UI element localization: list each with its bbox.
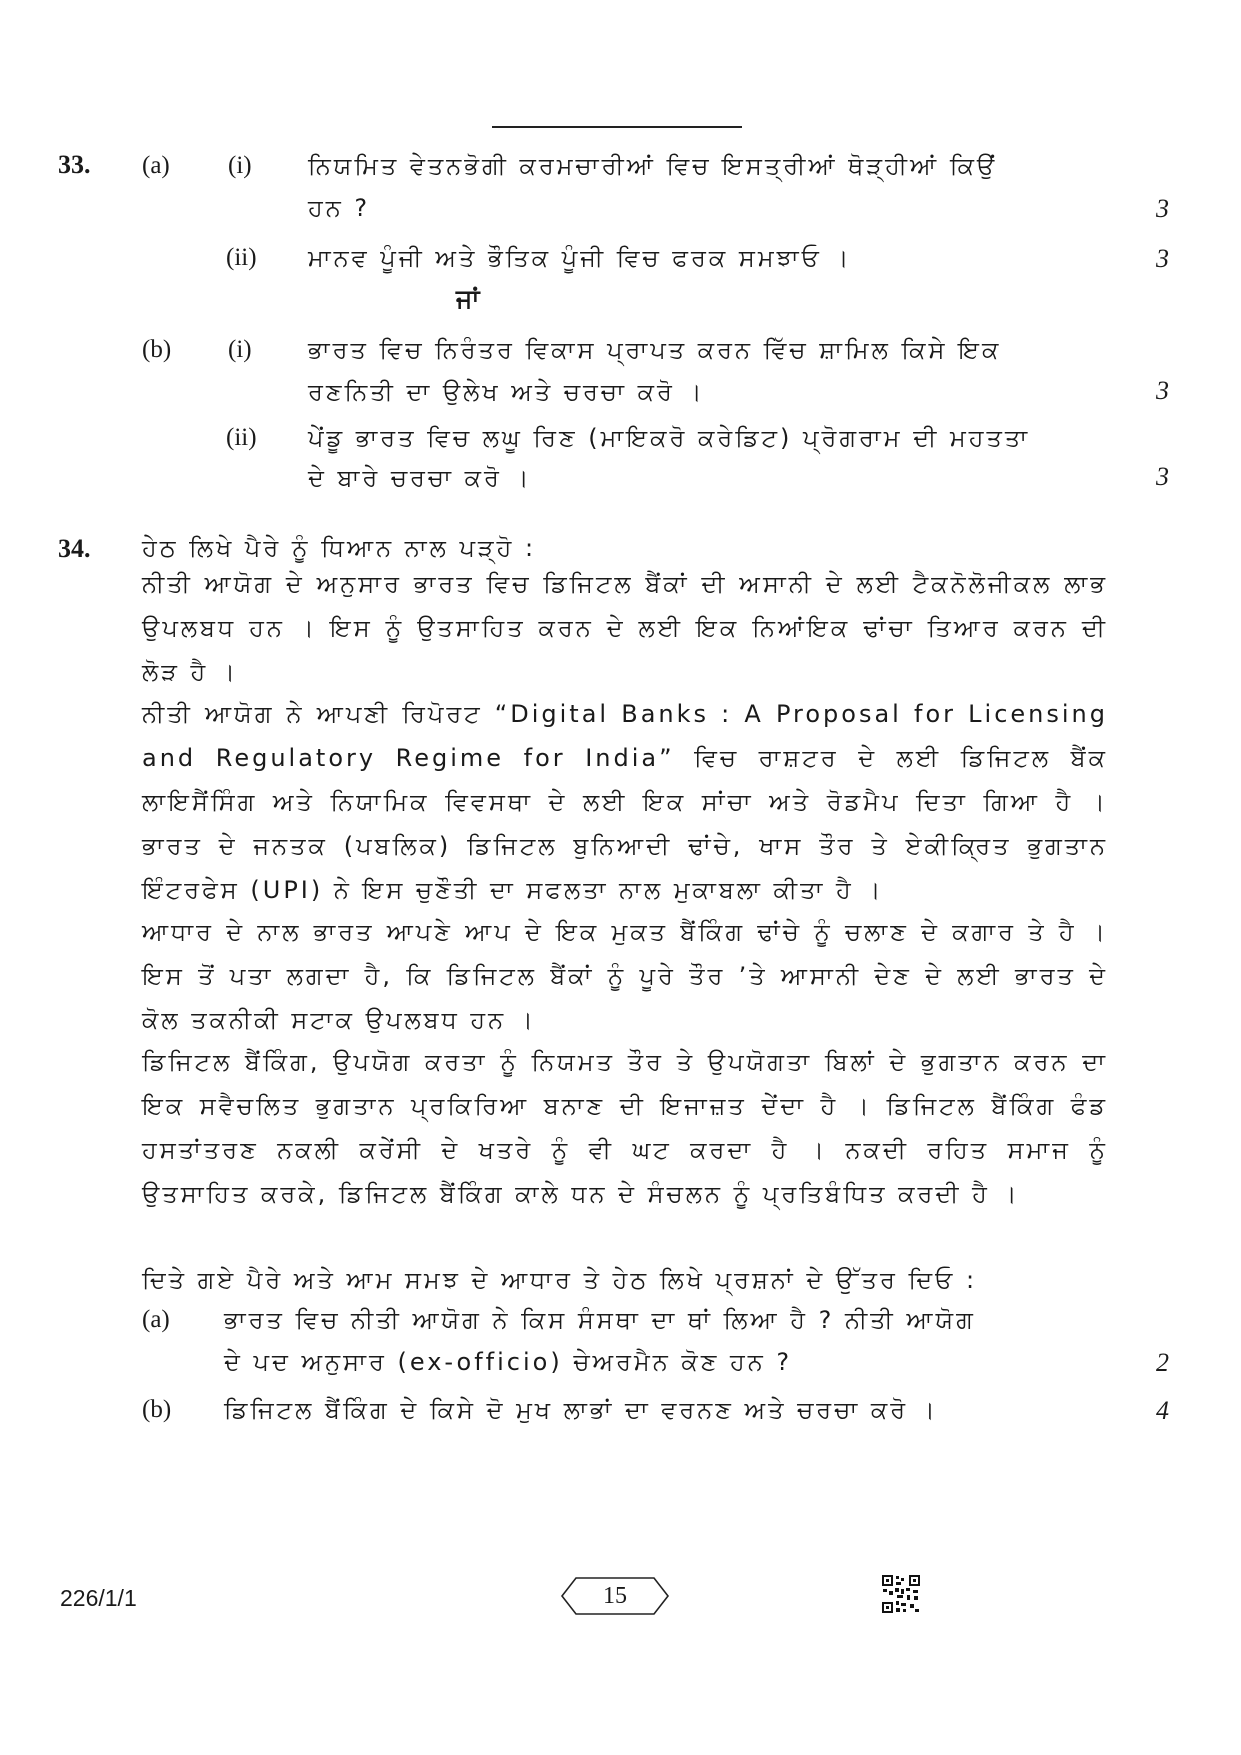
question-number-33: 33. bbox=[58, 150, 91, 179]
paper-code: 226/1/1 bbox=[60, 1585, 137, 1611]
q34-paragraph-2: ਨੀਤੀ ਆਯੋਗ ਨੇ ਆਪਣੀ ਰਿਪੋਰਟ “Digital Banks : A Proposal for Licensing and Regulatory Regime for India” ਵਿਚ ਰਾਸ਼ਟਰ ਦੇ ਲਈ ਡਿਜਿਟਲ ਬੈਂਕ ਲਾਇਸੈਂਸਿੰਗ ਅਤੇ ਨਿਯਾਮਿਕ ਵਿਵਸਥਾ ਦੇ ਲਈ ਇਕ ਸਾਂਚਾ ਅਤੇ ਰੋਡਮੈਪ ਦਿਤਾ ਗਿਆ ਹੈ । ਭਾਰਤ ਦੇ ਜਨਤਕ (ਪਬਲਿਕ) ਡਿਜਿਟਲ ਬੁਨਿਆਦੀ ਢਾਂਚੇ, ਖਾਸ ਤੌਰ ਤੇ ਏਕੀਕ੍ਰਿਤ ਭੁਗਤਾਨ ਇੰਟਰਫੇਸ (UPI) ਨੇ ਇਸ ਚੁਣੌਤੀ ਦਾ ਸਫਲਤਾ ਨਾਲ ਮੁਕਾਬਲਾ ਕੀਤਾ ਹੈ । bbox=[142, 700, 1108, 904]
part-b-label: (b) bbox=[142, 1396, 172, 1423]
q34-a-line2: ਦੇ ਪਦ ਅਨੁਸਾਰ (ex-officio) ਚੇਅਰਮੈਨ ਕੋਣ ਹਨ ? bbox=[224, 1348, 793, 1376]
or-separator: ਜਾਂ bbox=[456, 284, 480, 313]
q34-paragraph-4: ਡਿਜਿਟਲ ਬੈਂਕਿੰਗ, ਉਪਯੋਗ ਕਰਤਾ ਨੂੰ ਨਿਯਮਤ ਤੌਰ ਤੇ ਉਪਯੋਗਤਾ ਬਿਲਾਂ ਦੇ ਭੁਗਤਾਨ ਕਰਨ ਦਾ ਇਕ ਸਵੈਚਲਿਤ ਭੁਗਤਾਨ ਪ੍ਰਕਿਰਿਆ ਬਨਾਣ ਦੀ ਇਜਾਜ਼ਤ ਦੇਂਦਾ ਹੈ । ਡਿਜਿਟਲ ਬੈਂਕਿੰਗ ਫੰਡ ਹਸਤਾਂਤਰਣ ਨਕਲੀ ਕਰੇਂਸੀ ਦੇ ਖਤਰੇ ਨੂੰ ਵੀ ਘਟ ਕਰਦਾ ਹੈ । ਨਕਦੀ ਰਹਿਤ ਸਮਾਜ ਨੂੰ ਉਤਸਾਹਿਤ ਕਰਕੇ, ਡਿਜਿਟਲ ਬੈਂਕਿੰਗ ਕਾਲੇ ਧਨ ਦੇ ਸੰਚਲਨ ਨੂੰ ਪ੍ਰਤਿਬੰਧਿਤ ਕਰਦੀ ਹੈ । bbox=[142, 1048, 1108, 1208]
subpart-i-label: (i) bbox=[228, 336, 252, 363]
top-divider bbox=[492, 126, 742, 128]
q34-instruction: ਦਿਤੇ ਗਏ ਪੈਰੇ ਅਤੇ ਆਮ ਸਮਝ ਦੇ ਆਧਾਰ ਤੇ ਹੇਠ ਲਿਖੇ ਪ੍ਰਸ਼ਨਾਂ ਦੇ ਉੱਤਰ ਦਿਓ : bbox=[142, 1266, 978, 1294]
q33-b-i-line1: ਭਾਰਤ ਵਿਚ ਨਿਰੰਤਰ ਵਿਕਾਸ ਪ੍ਰਾਪਤ ਕਰਨ ਵਿੱਚ ਸ਼ਾਮਿਲ ਕਿਸੇ ਇਕ bbox=[308, 336, 1002, 364]
q34-paragraph-1: ਨੀਤੀ ਆਯੋਗ ਦੇ ਅਨੁਸਾਰ ਭਾਰਤ ਵਿਚ ਡਿਜਿਟਲ ਬੈਂਕਾਂ ਦੀ ਅਸਾਨੀ ਦੇ ਲਈ ਟੈਕਨੋਲੋਜੀਕਲ ਲਾਭ ਉਪਲਬਧ ਹਨ । ਇਸ ਨੂੰ ਉਤਸਾਹਿਤ ਕਰਨ ਦੇ ਲਈ ਇਕ ਨਿਆਂਇਕ ਢਾਂਚਾ ਤਿਆਰ ਕਰਨ ਦੀ ਲੋੜ ਹੈ । bbox=[142, 570, 1108, 686]
subpart-ii-label: (ii) bbox=[226, 244, 257, 271]
marks-q34-a: 2 bbox=[1156, 1348, 1169, 1377]
q33-a-i-line1: ਨਿਯਮਿਤ ਵੇਤਨਭੋਗੀ ਕਰਮਚਾਰੀਆਂ ਵਿਚ ਇਸਤ੍ਰੀਆਂ ਥੋੜ੍ਹੀਆਂ ਕਿਉਂ bbox=[308, 152, 998, 180]
question-number-34: 34. bbox=[58, 534, 91, 563]
q33-a-i-line2: ਹਨ ? bbox=[308, 194, 371, 222]
q34-paragraph-3: ਆਧਾਰ ਦੇ ਨਾਲ ਭਾਰਤ ਆਪਣੇ ਆਪ ਦੇ ਇਕ ਮੁਕਤ ਬੈਂਕਿੰਗ ਢਾਂਚੇ ਨੂੰ ਚਲਾਣ ਦੇ ਕਗਾਰ ਤੇ ਹੈ । ਇਸ ਤੋਂ ਪਤਾ ਲਗਦਾ ਹੈ, ਕਿ ਡਿਜਿਟਲ ਬੈਂਕਾਂ ਨੂੰ ਪੂਰੇ ਤੌਰ ’ਤੇ ਆਸਾਨੀ ਦੇਣ ਦੇ ਲਈ ਭਾਰਤ ਦੇ ਕੋਲ ਤਕਨੀਕੀ ਸਟਾਕ ਉਪਲਬਧ ਹਨ । bbox=[142, 918, 1108, 1034]
subpart-ii-label: (ii) bbox=[226, 424, 257, 451]
page-number-badge bbox=[560, 1576, 670, 1616]
q33-b-i-line2: ਰਣਨਿਤੀ ਦਾ ਉਲੇਖ ਅਤੇ ਚਰਚਾ ਕਰੋ । bbox=[308, 378, 705, 406]
q33-b-ii-line2: ਦੇ ਬਾਰੇ ਚਰਚਾ ਕਰੋ । bbox=[308, 464, 532, 492]
qr-code-graphic bbox=[881, 1574, 921, 1614]
subpart-i-label: (i) bbox=[228, 152, 252, 179]
part-a-label: (a) bbox=[142, 1306, 170, 1333]
marks-q34-b: 4 bbox=[1156, 1396, 1169, 1425]
q33-a-ii-text: ਮਾਨਵ ਪੂੰਜੀ ਅਤੇ ਭੌਤਿਕ ਪੂੰਜੀ ਵਿਚ ਫਰਕ ਸਮਝਾਓ । bbox=[308, 244, 852, 272]
page-number: 15 bbox=[603, 1583, 627, 1609]
qr-code-icon bbox=[881, 1574, 921, 1614]
marks-q33-a-ii: 3 bbox=[1156, 244, 1169, 273]
marks-q33-b-ii: 3 bbox=[1156, 462, 1169, 491]
marks-q33-b-i: 3 bbox=[1156, 376, 1169, 405]
part-b-label: (b) bbox=[142, 336, 172, 363]
q33-b-ii-line1: ਪੇਂਡੂ ਭਾਰਤ ਵਿਚ ਲਘੂ ਰਿਣ (ਮਾਇਕਰੋ ਕਰੇਡਿਟ) ਪ੍ਰੋਗਰਾਮ ਦੀ ਮਹਤਤਾ bbox=[308, 424, 1031, 452]
q34-a-line1: ਭਾਰਤ ਵਿਚ ਨੀਤੀ ਆਯੋਗ ਨੇ ਕਿਸ ਸੰਸਥਾ ਦਾ ਥਾਂ ਲਿਆ ਹੈ ? ਨੀਤੀ ਆਯੋਗ bbox=[224, 1306, 976, 1334]
q34-intro: ਹੇਠ ਲਿਖੇ ਪੈਰੇ ਨੂੰ ਧਿਆਨ ਨਾਲ ਪੜ੍ਹੋ : bbox=[142, 534, 537, 562]
q34-b-text: ਡਿਜਿਟਲ ਬੈਂਕਿੰਗ ਦੇ ਕਿਸੇ ਦੋ ਮੁਖ ਲਾਭਾਂ ਦਾ ਵਰਨਣ ਅਤੇ ਚਰਚਾ ਕਰੋ । bbox=[224, 1396, 938, 1424]
marks-q33-a-i: 3 bbox=[1156, 194, 1169, 223]
part-a-label: (a) bbox=[142, 152, 170, 179]
